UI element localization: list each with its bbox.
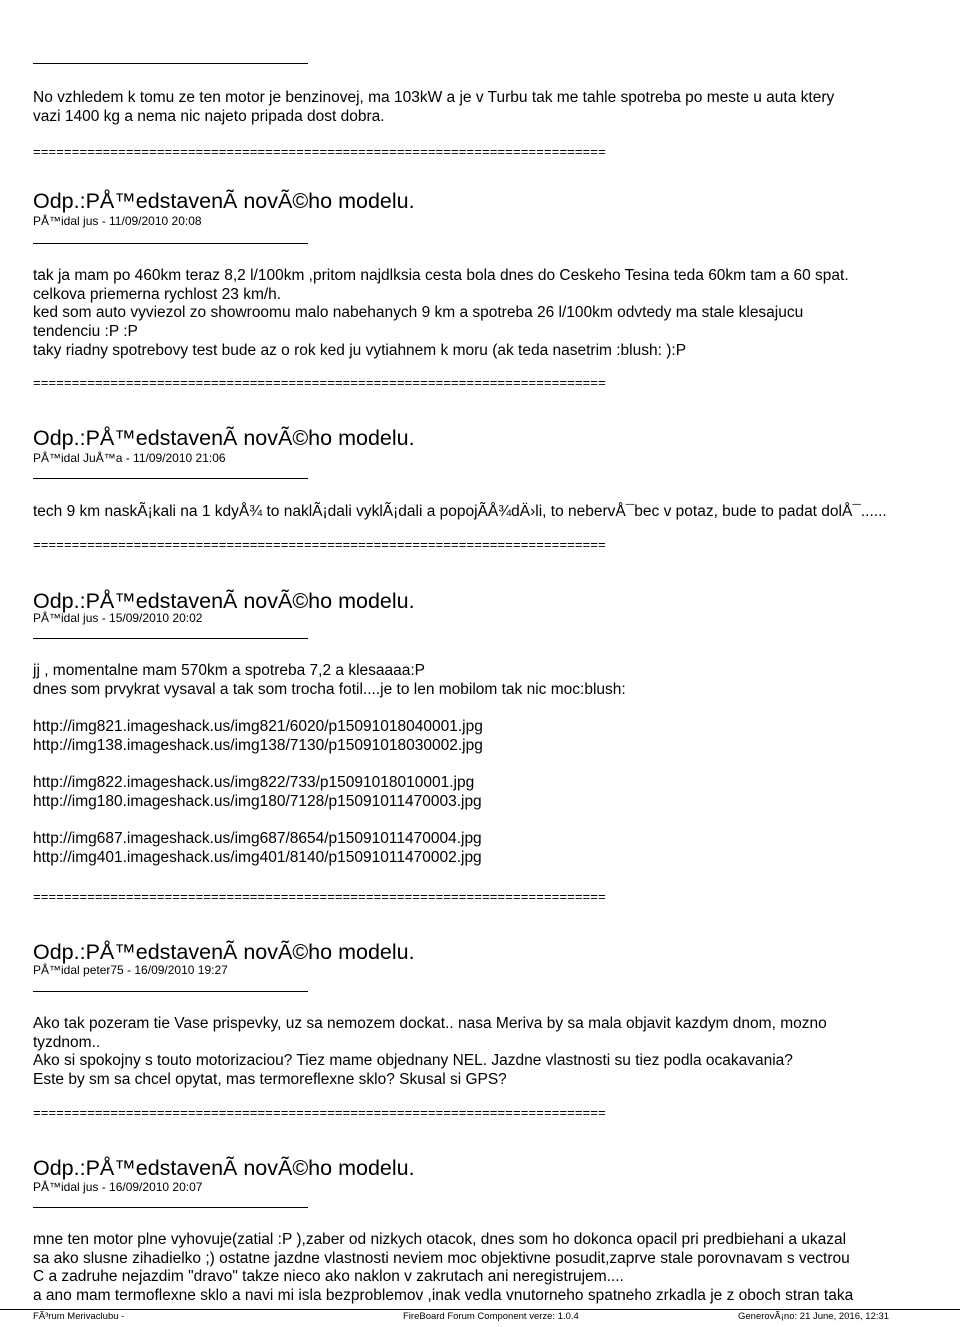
post-separator-line [33, 63, 308, 64]
post-divider: ========================================================================== [33, 889, 606, 904]
post-separator-line [33, 991, 308, 992]
footer-component-version: FireBoard Forum Component verze: 1.0.4 [403, 1311, 579, 1322]
post-title: Odp.:PÅ™edstavenÃ novÃ©ho modelu. [33, 940, 415, 964]
post-title: Odp.:PÅ™edstavenÃ novÃ©ho modelu. [33, 1156, 415, 1180]
post-meta: PÅ™idal jus - 16/09/2010 20:07 [33, 1180, 203, 1194]
footer-forum-name: FÃ³rum Merivaclubu - [33, 1311, 125, 1322]
post-meta: PÅ™idal JuÅ™a - 11/09/2010 21:06 [33, 451, 226, 465]
post-body: Ako tak pozeram tie Vase prispevky, uz sa nemozem dockat.. nasa Meriva by sa mala objavit kazdym dnom, mozno tyzdnom.. Ako si spokojny s touto motorizaciou? Tiez mame objednany NEL. Jazdne vlastnosti su tiez podla ocakavania? Este by sm sa chcel opytat, mas termoreflexne sklo? Skusal si GPS? [33, 1015, 827, 1089]
post-body: tak ja mam po 460km teraz 8,2 l/100km ,pritom najdlksia cesta bola dnes do Ceskeho Tesina teda 60km tam a 60 spat. celkova priemerna rychlost 23 km/h. ked som auto vyviezol zo showroomu malo nabehanych 9 km a spotreba 26 l/100km odvtedy ma stale klesajucu tendenciu :P :P taky riadny spotrebovy test bude az o rok ked ju vytiahnem k moru (ak teda nasetrim :blush: ):P [33, 267, 849, 359]
post-title: Odp.:PÅ™edstavenÃ novÃ©ho modelu. [33, 189, 415, 213]
post-body: tech 9 km naskÃ¡kali na 1 kdyÅ¾ to naklÃ¡dali vyklÃ¡dali a popojÃÅ¾dÄ›li, to nebervÅ¯bec v potaz, bude to padat dolÅ¯...... [33, 503, 887, 520]
post-divider: ========================================================================== [33, 1105, 606, 1120]
post-meta: PÅ™idal jus - 11/09/2010 20:08 [33, 214, 202, 228]
post-separator-line [33, 1207, 308, 1208]
post-divider: ========================================================================== [33, 144, 606, 159]
post-title: Odp.:PÅ™edstavenÃ novÃ©ho modelu. [33, 426, 415, 450]
post-meta: PÅ™idal peter75 - 16/09/2010 19:27 [33, 963, 228, 977]
post-meta: PÅ™idal jus - 15/09/2010 20:02 [33, 611, 203, 625]
post-divider: ========================================================================== [33, 537, 606, 552]
post-separator-line [33, 478, 308, 479]
post-body: jj , momentalne mam 570km a spotreba 7,2 a klesaaaa:P dnes som prvykrat vysaval a tak som trocha fotil....je to len mobilom tak nic moc:blush: http://img821.imageshack.us/img821/6020/p15091018040001.jpg http://img138.imageshack.us/img138/7130/p15091018030002.jpg http://img822.imageshack.us/img822/733/p15091018010001.jpg http://img180.imageshack.us/img180/7128/p15091011470003.jpg http://img687.imageshack.us/img687/8654/p15091011470004.jpg http://img401.imageshack.us/img401/8140/p15091011470002.jpg [33, 662, 626, 867]
footer-generated-date: GenerovÃ¡no: 21 June, 2016, 12:31 [738, 1311, 890, 1322]
post-separator-line [33, 638, 308, 639]
post-body: mne ten motor plne vyhovuje(zatial :P ),zaber od nizkych otacok, dnes som ho dokonca opacil pri predbiehani a ukazal sa ako slusne zihadielko ;) ostatne jazdne vlastnosti neviem moc objektivne posudit,zaprve stale porovnavam s vectrou C a zadruhe nejazdim "dravo" takze nieco ako naklon v zakrutach ani neregistrujem.... a ano mam termoflexne sklo a navi mi isla bezproblemov ,inak vedla vnutorneho spatneho zrkadla je z oboch stran taka [33, 1231, 854, 1305]
post-separator-line [33, 243, 308, 244]
post-title: Odp.:PÅ™edstavenÃ novÃ©ho modelu. [33, 589, 415, 613]
post-body: No vzhledem k tomu ze ten motor je benzinovej, ma 103kW a je v Turbu tak me tahle spotreba po meste u auta ktery vazi 1400 kg a nema nic najeto pripada dost dobra. [33, 89, 835, 125]
post-divider: ========================================================================== [33, 375, 606, 390]
